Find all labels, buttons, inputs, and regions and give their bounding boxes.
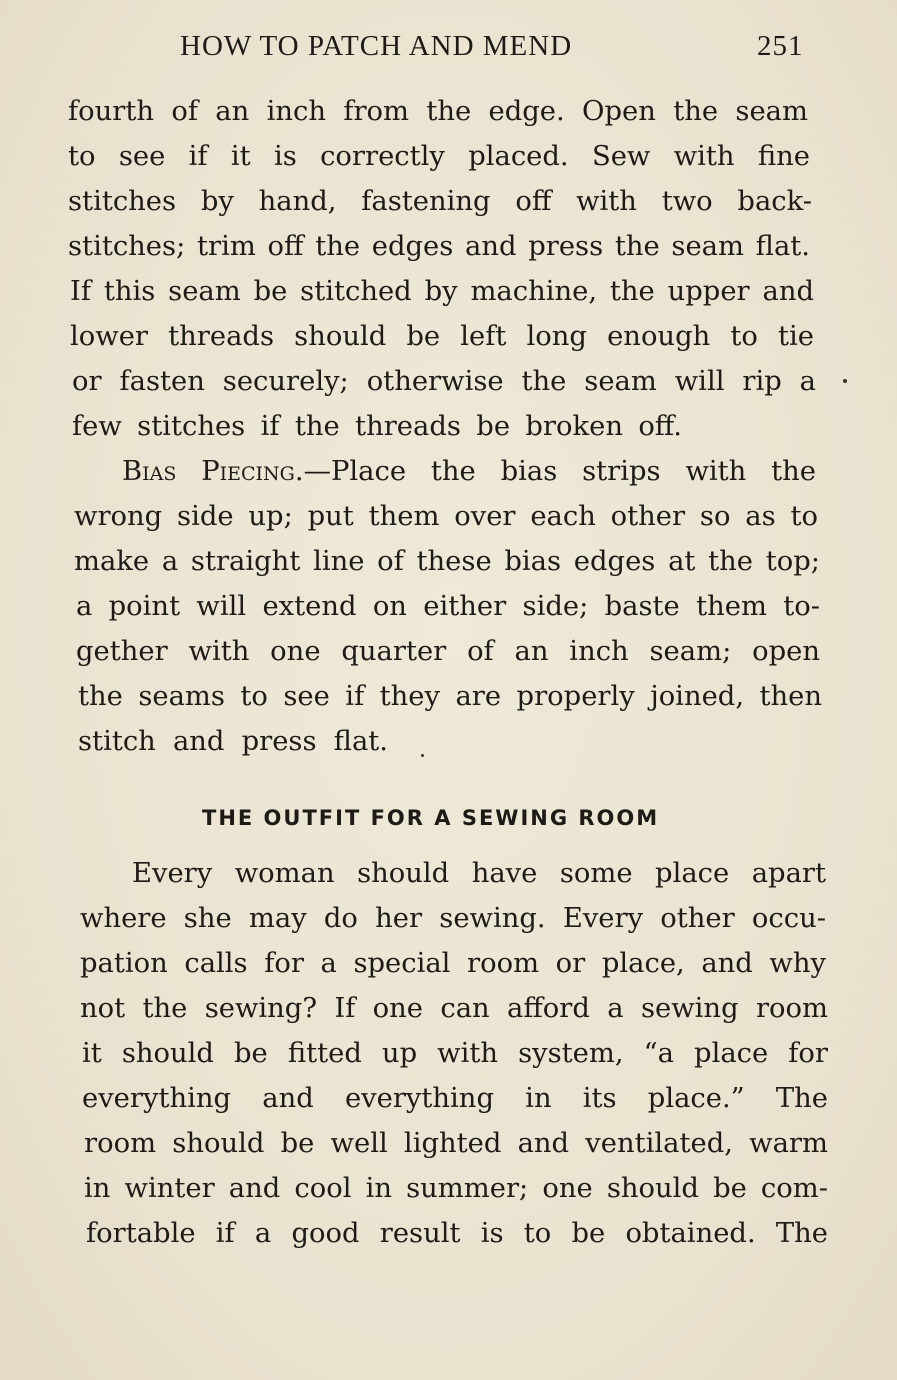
- print-speck: [421, 754, 424, 757]
- text-line: it should be fitted up with system, “a place for: [82, 1038, 828, 1069]
- running-title: HOW TO PATCH AND MEND: [180, 30, 573, 62]
- text-line: gether with one quarter of an inch seam; open: [76, 636, 820, 667]
- text-line: stitches by hand, fastening off with two back-: [68, 186, 812, 217]
- text-line: fourth of an inch from the edge. Open the seam: [68, 96, 808, 127]
- section-heading: THE OUTFIT FOR A SEWING ROOM: [202, 806, 660, 830]
- text-line: the seams to see if they are properly joined, then: [78, 681, 822, 712]
- print-speck: [843, 379, 847, 383]
- text-line: not the sewing? If one can afford a sewing room: [80, 993, 828, 1024]
- text-line: or fasten securely; otherwise the seam will rip a: [72, 366, 816, 397]
- text-line: to see if it is correctly placed. Sew with fine: [68, 141, 810, 172]
- text-line: room should be well lighted and ventilated, warm: [84, 1128, 828, 1159]
- text-line: wrong side up; put them over each other so as to: [74, 501, 818, 532]
- text-line: fortable if a good result is to be obtained. The: [86, 1218, 828, 1249]
- text-line: make a straight line of these bias edges at the top;: [74, 546, 820, 577]
- text-line: pation calls for a special room or place, and why: [80, 948, 826, 979]
- text-line: Every woman should have some place apart: [132, 858, 826, 889]
- text-line: in winter and cool in summer; one should be com-: [84, 1173, 828, 1204]
- text-line: everything and everything in its place.” The: [82, 1083, 828, 1114]
- text-line: If this seam be stitched by machine, the upper and: [70, 276, 814, 307]
- text-line: [122, 450, 816, 494]
- text-line: lower threads should be left long enough to tie: [70, 321, 814, 352]
- text-line: where she may do her sewing. Every other occu-: [80, 903, 826, 934]
- text-line: few stitches if the threads be broken off.: [72, 411, 682, 442]
- run-in-heading: Bias Piecing.: [122, 456, 304, 487]
- run-in-text: —Place the bias strips with the: [303, 456, 816, 487]
- text-line: a point will extend on either side; baste them to-: [76, 591, 820, 622]
- text-line: stitches; trim off the edges and press the seam flat.: [68, 231, 810, 262]
- page-number: 251: [757, 30, 804, 62]
- running-head: [0, 30, 897, 66]
- text-line: stitch and press flat.: [78, 726, 388, 757]
